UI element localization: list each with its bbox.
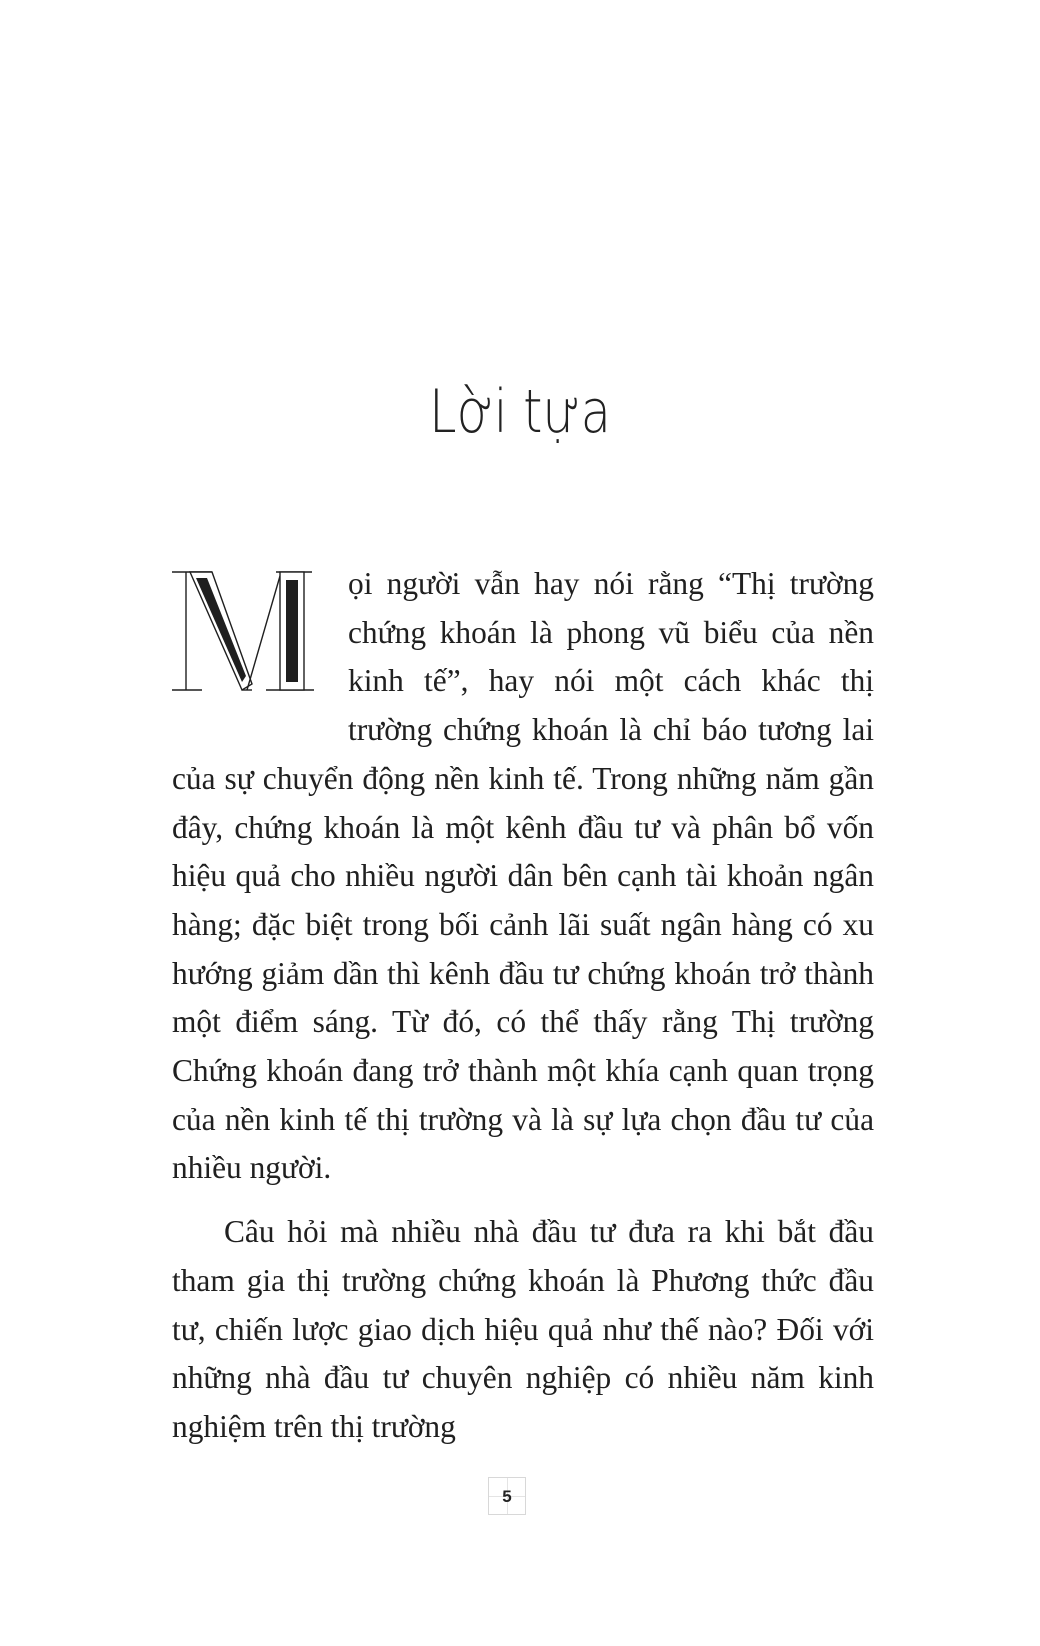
paragraph-1-text: ọi người vẫn hay nói rằng “Thị trường chứng khoán là phong vũ biểu của nền kinh tế”, hay nói một cách khác thị trường chứng khoán là chỉ báo tương lai của sự chuyển động nền kinh tế. Trong những năm gần đây, chứng khoán là một kênh đầu tư và phân bổ vốn hiệu quả cho nhiều người dân bên cạnh tài khoản ngân hàng; đặc biệt trong bối cảnh lãi suất ngân hàng có xu hướng giảm dần thì kênh đầu tư chứng khoán trở thành một điểm sáng. Từ đó, có thể thấy rằng Thị trường Chứng khoán đang trở thành một khía cạnh quan trọng của nền kinh tế thị trường và là sự lựa chọn đầu tư của nhiều người. <box>172 566 874 1186</box>
page-number-box <box>488 1477 526 1515</box>
drop-cap-letter-m <box>172 570 334 710</box>
page-number: 5 <box>502 1487 512 1506</box>
body-text <box>172 560 874 1452</box>
paragraph-1 <box>172 560 874 1193</box>
chapter-title: Lời tựa <box>429 377 611 448</box>
paragraph-2: Câu hỏi mà nhiều nhà đầu tư đưa ra khi bắt đầu tham gia thị trường chứng khoán là Phương thức đầu tư, chiến lược giao dịch hiệu quả như thế nào? Đối với những nhà đầu tư chuyên nghiệp có nhiều năm kinh nghiệm trên thị trường <box>172 1214 874 1444</box>
